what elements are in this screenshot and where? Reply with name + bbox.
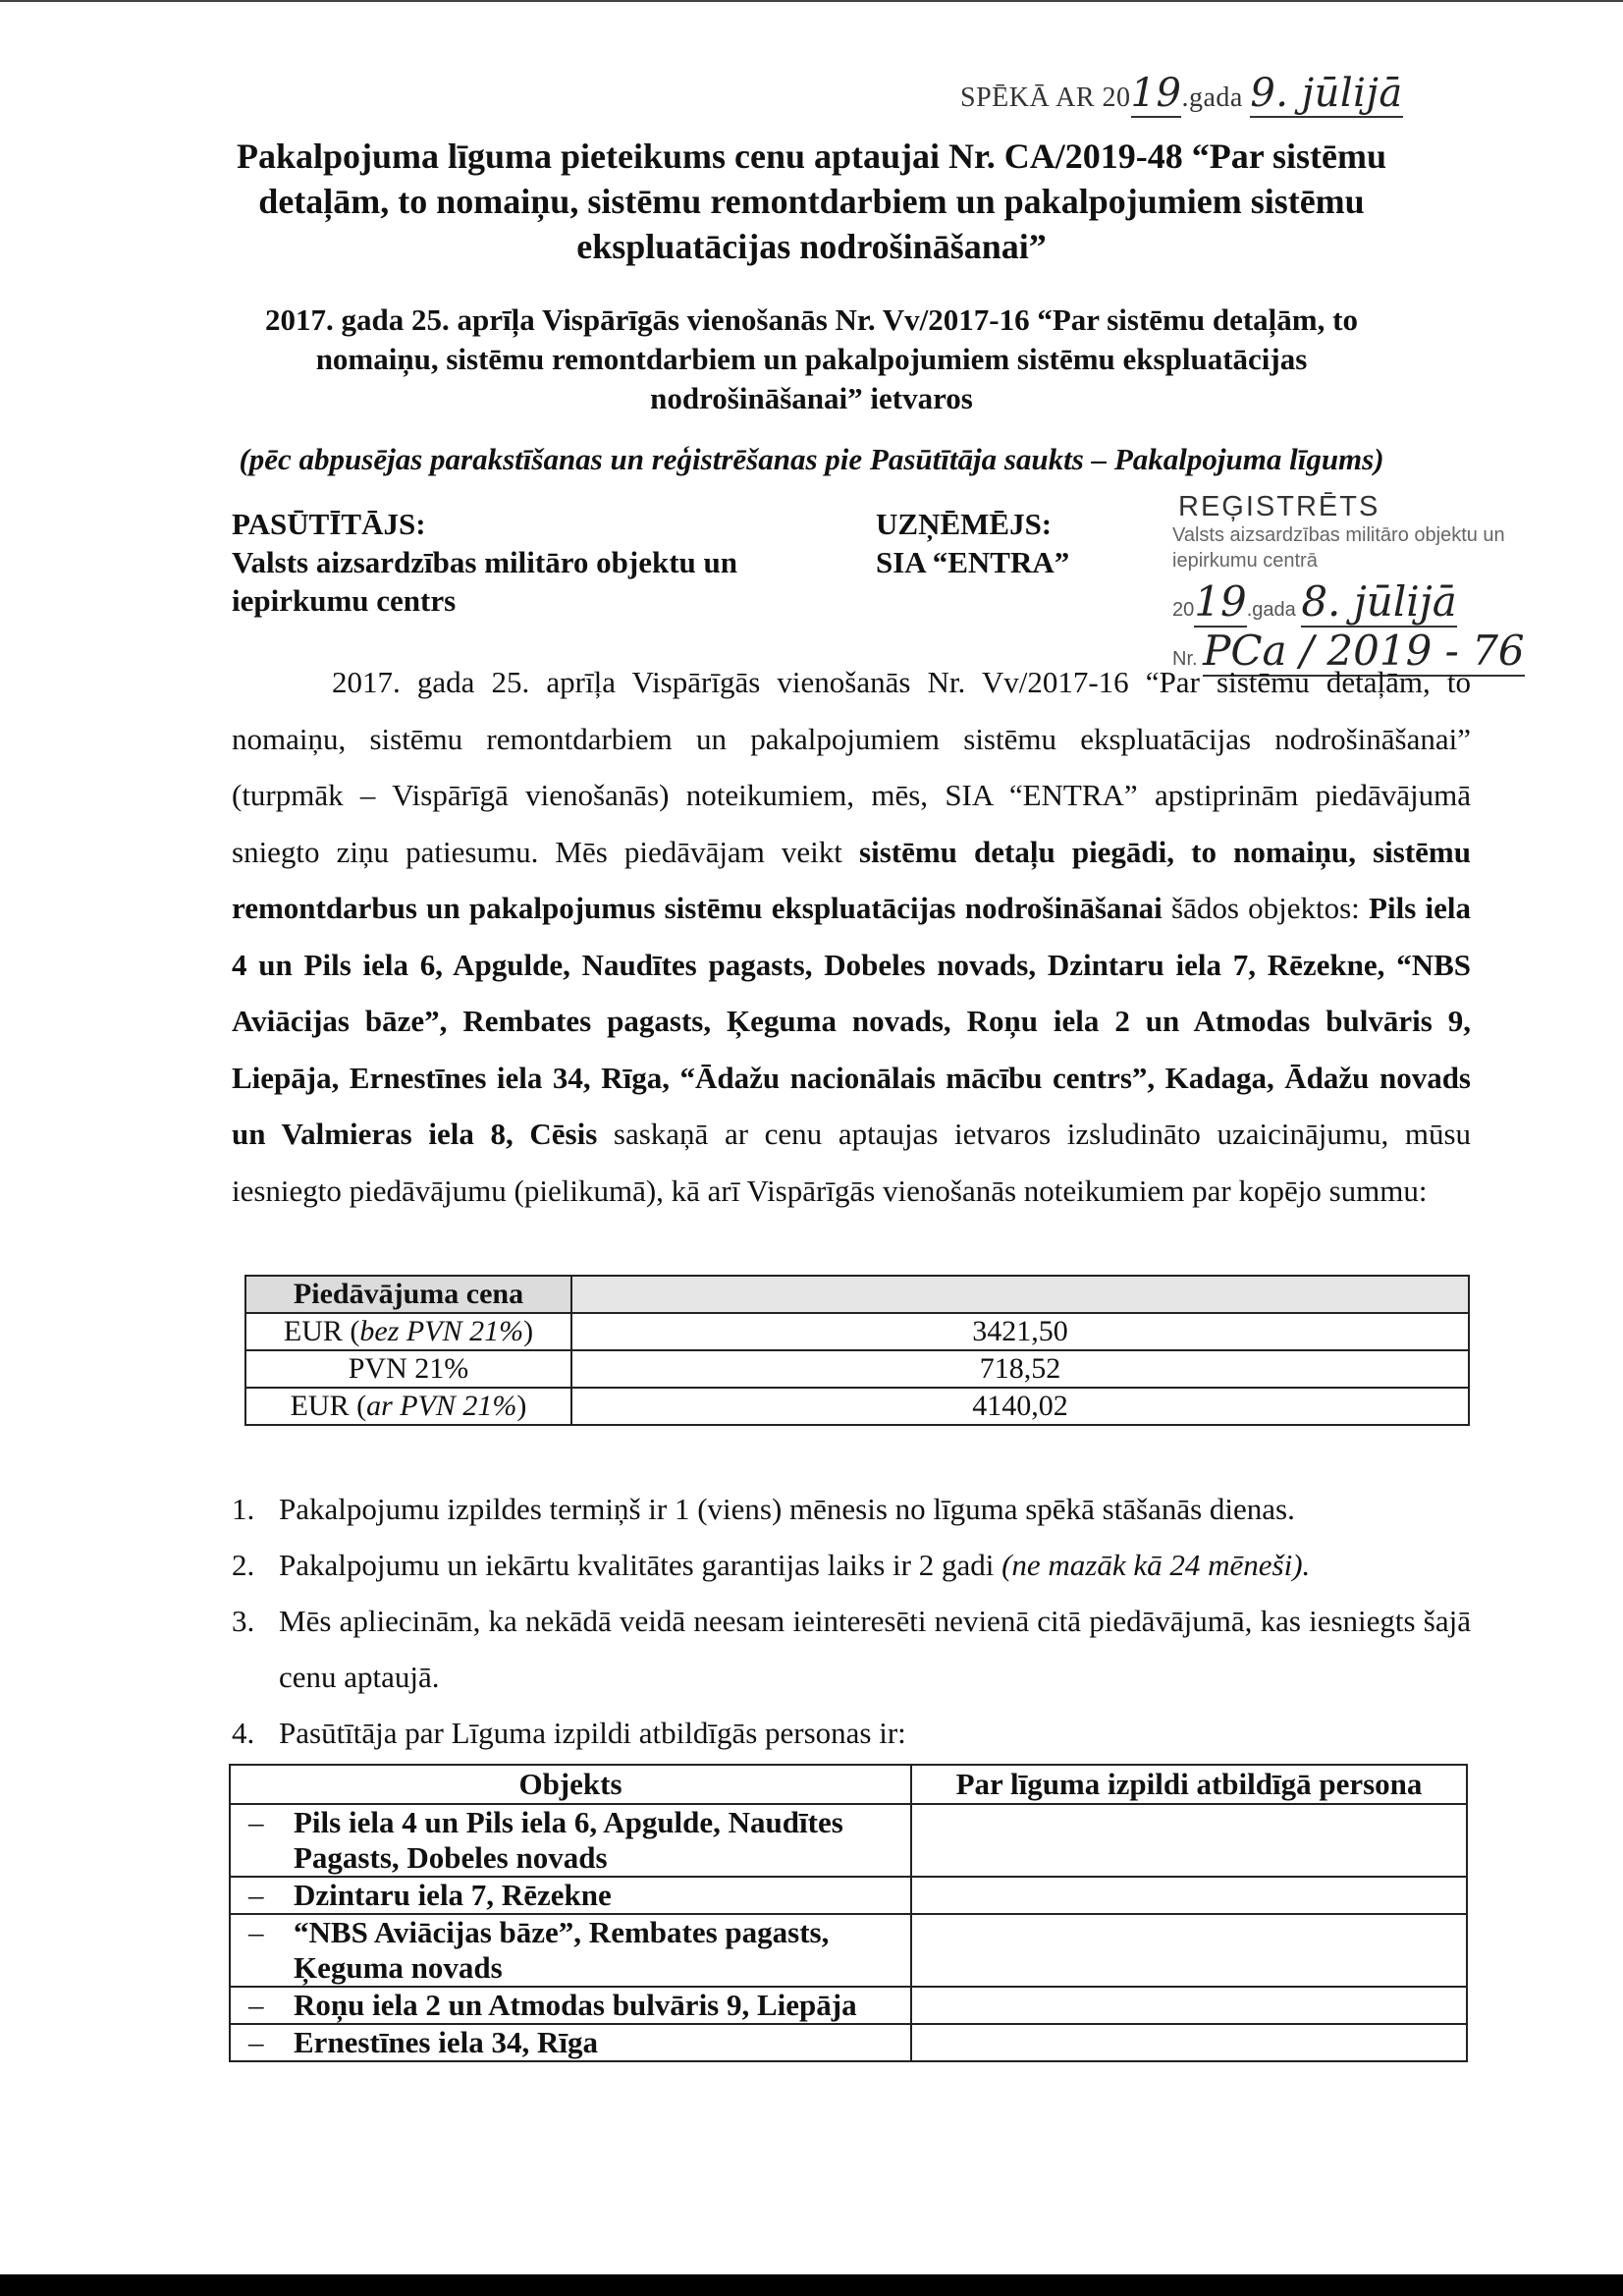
paragraph-text-c: šādos objektos: [1162, 891, 1370, 925]
person-cell [911, 1804, 1467, 1877]
dash-marker: – [248, 1988, 264, 2022]
column-header-object: Objekts [230, 1765, 911, 1804]
list-item [232, 1705, 1471, 1761]
dash-marker: – [248, 1878, 264, 1912]
paragraph-text-a: 2017. gada 25. aprīļa Vispārīgās vienošanās Nr. Vv/2017-16 “Par sistēmu detaļām, to nomaiņu, sistēmu remontdarbiem un pakalpojumiem sistēmu ekspluatācijas nodrošināšanai” (turpmāk – Vispārīgā vienošanās) noteikumiem, mēs, SIA “ENTRA” apstiprinām piedāvājumā sniegto ziņu patiesumu. Mēs piedāvājam veikt [232, 665, 1471, 869]
customer-label: PASŪTĪTĀJS: [232, 507, 426, 541]
object-cell [230, 1987, 911, 2024]
document-subtitle: 2017. gada 25. aprīļa Vispārīgās vienošanās Nr. Vv/2017-16 “Par sistēmu detaļām, to nomaiņu, sistēmu remontdarbiem un pakalpojumiem sistēmu ekspluatācijas nodrošināšanai” ietvaros [265, 302, 1358, 415]
paragraph-1 [232, 654, 1471, 1219]
price-label-part: ) [523, 1315, 534, 1347]
paragraph-text-bold-locations: Pils iela 4 un Pils iela 6, Apgulde, Naudītes pagasts, Dobeles novads, Dzintaru iela 7, Rēzekne, “NBS Aviācijas bāze”, Rembates pagasts, Ķeguma novads, Roņu iela 2 un Atmodas bulvāris 9, Liepāja, Ernestīnes iela 34, Rīga, “Ādažu nacionālais mācību centrs”, Kadaga, Ādažu novads un Valmieras iela 8, Cēsis [232, 891, 1471, 1151]
table-row [230, 1804, 1467, 1877]
stamp-date [1172, 577, 1595, 628]
stamp-title: REĢISTRĒTS [1178, 491, 1380, 522]
price-row-label [245, 1388, 571, 1425]
list-item-number: 4. [232, 1716, 255, 1750]
price-row [245, 1388, 1469, 1425]
effective-date-handwritten: 9. jūlijā [1250, 71, 1403, 116]
object-text: Ernestīnes iela 34, Rīga [294, 2025, 598, 2059]
price-row-label [245, 1350, 571, 1388]
list-item [232, 1537, 1471, 1593]
stamp-nr-handwritten: PCa / 2019 - 76 [1203, 627, 1525, 675]
stamp-date-handwritten: 8. jūlijā [1301, 577, 1457, 626]
price-table [244, 1275, 1470, 1426]
price-row-value: 3421,50 [571, 1313, 1469, 1350]
customer-name: Valsts aizsardzības militāro objektu un iepirkumu centrs [232, 545, 738, 618]
price-row-value: 718,52 [571, 1350, 1469, 1388]
list-item-text: Mēs apliecinām, ka nekādā veidā neesam ieinteresēti nevienā citā piedāvājumā, kas iesniegts šajā cenu aptaujā. [279, 1604, 1471, 1694]
price-table-header-row [245, 1276, 1469, 1313]
object-cell [230, 1804, 911, 1877]
contractor-block [876, 505, 1170, 581]
paragraph-text-e: saskaņā ar cenu aptaujas ietvaros izsludināto uzaicinājumu, mūsu iesniegto piedāvājumu (pielikumā), kā arī Vispārīgās vienošanās noteikumiem par kopējo summu: [232, 1117, 1472, 1208]
object-text: Pils iela 4 un Pils iela 6, Apgulde, Naudītes Pagasts, Dobeles novads [294, 1805, 843, 1875]
object-text: Roņu iela 2 un Atmodas bulvāris 9, Liepāja [294, 1988, 857, 2022]
person-cell [911, 1914, 1467, 1987]
list-item-number: 2. [232, 1548, 255, 1582]
table-row [230, 1877, 1467, 1914]
person-cell [911, 2024, 1467, 2061]
list-item-italic: (ne mazāk kā 24 mēneši). [1001, 1548, 1311, 1582]
contractor-name: SIA “ENTRA” [876, 545, 1070, 579]
price-row [245, 1313, 1469, 1350]
page-top-edge [0, 0, 1623, 2]
object-text: Dzintaru iela 7, Rēzekne [294, 1878, 612, 1912]
price-label-part: EUR ( [290, 1390, 367, 1422]
price-row [245, 1350, 1469, 1388]
price-row-value: 4140,02 [571, 1388, 1469, 1425]
dash-marker: – [248, 1805, 264, 1839]
list-item-text: Pakalpojumu izpildes termiņš ir 1 (viens) mēnesis no līguma spēkā stāšanās dienas. [279, 1492, 1295, 1526]
stamp-date-mid: .gada [1246, 599, 1296, 621]
person-cell [911, 1987, 1467, 2024]
object-cell [230, 1877, 911, 1914]
numbered-list [232, 1481, 1471, 1761]
responsible-table-header-row [230, 1765, 1467, 1804]
price-label-italic: bez PVN 21% [359, 1315, 524, 1347]
dash-marker: – [248, 1915, 264, 1949]
customer-block [232, 505, 821, 620]
stamp-nr-prefix: Nr. [1172, 648, 1198, 670]
object-cell [230, 1914, 911, 1987]
effective-prefix: SPĒKĀ AR 20 [960, 82, 1131, 113]
scan-bottom-edge [0, 2274, 1623, 2296]
stamp-date-prefix: 20 [1172, 599, 1195, 621]
contractor-label: UZŅĒMĒJS: [876, 507, 1053, 541]
price-label-part: EUR ( [283, 1315, 360, 1347]
price-table-header: Piedāvājuma cena [245, 1276, 571, 1313]
effective-year-handwritten: 19 [1130, 71, 1182, 116]
object-text: “NBS Aviācijas bāze”, Rembates pagasts, Ķeguma novads [294, 1915, 830, 1985]
list-item [232, 1481, 1471, 1537]
price-label-italic: ar PVN 21% [366, 1390, 517, 1422]
paragraph-text-bold-services: sistēmu detaļu piegādi, to nomaiņu, sistēmu remontdarbus un pakalpojumus sistēmu ekspluatācijas nodrošināšanai [232, 834, 1471, 925]
stamp-organization: Valsts aizsardzības militāro objektu un iepirkumu centrā [1172, 524, 1505, 572]
stamp-year-handwritten: 19 [1194, 577, 1247, 626]
column-header-person: Par līguma izpildi atbildīgā persona [911, 1765, 1467, 1804]
main-paragraph [232, 654, 1471, 1219]
object-cell [230, 2024, 911, 2061]
list-item-text: Pakalpojumu un iekārtu kvalitātes garantijas laiks ir 2 gadi [279, 1548, 1002, 1582]
table-row [230, 1987, 1467, 2024]
list-item-number: 3. [232, 1604, 255, 1638]
price-label-part: ) [516, 1390, 527, 1422]
effective-date-line [960, 71, 1403, 118]
effective-gada: .gada [1181, 82, 1243, 113]
price-label-part: PVN 21% [348, 1352, 469, 1385]
responsible-persons-table [229, 1764, 1468, 2062]
document-title: Pakalpojuma līguma pieteikums cenu aptaujai Nr. CA/2019-48 “Par sistēmu detaļām, to nomaiņu, sistēmu remontdarbiem un pakalpojumiem sistēmu ekspluatācijas nodrošināšanai” [236, 137, 1387, 266]
price-row-label [245, 1313, 571, 1350]
list-item-number: 1. [232, 1492, 255, 1526]
dash-marker: – [248, 2025, 264, 2059]
table-row [230, 1914, 1467, 1987]
table-row [230, 2024, 1467, 2061]
person-cell [911, 1877, 1467, 1914]
list-item-text: Pasūtītāja par Līguma izpildi atbildīgās personas ir: [279, 1716, 906, 1750]
document-note: (pēc abpusējas parakstīšanas un reģistrēšanas pie Pasūtītāja saukts – Pakalpojuma līgums) [239, 442, 1384, 476]
list-item [232, 1593, 1471, 1705]
registration-stamp [1164, 491, 1596, 675]
price-table-header-blank [571, 1276, 1469, 1313]
